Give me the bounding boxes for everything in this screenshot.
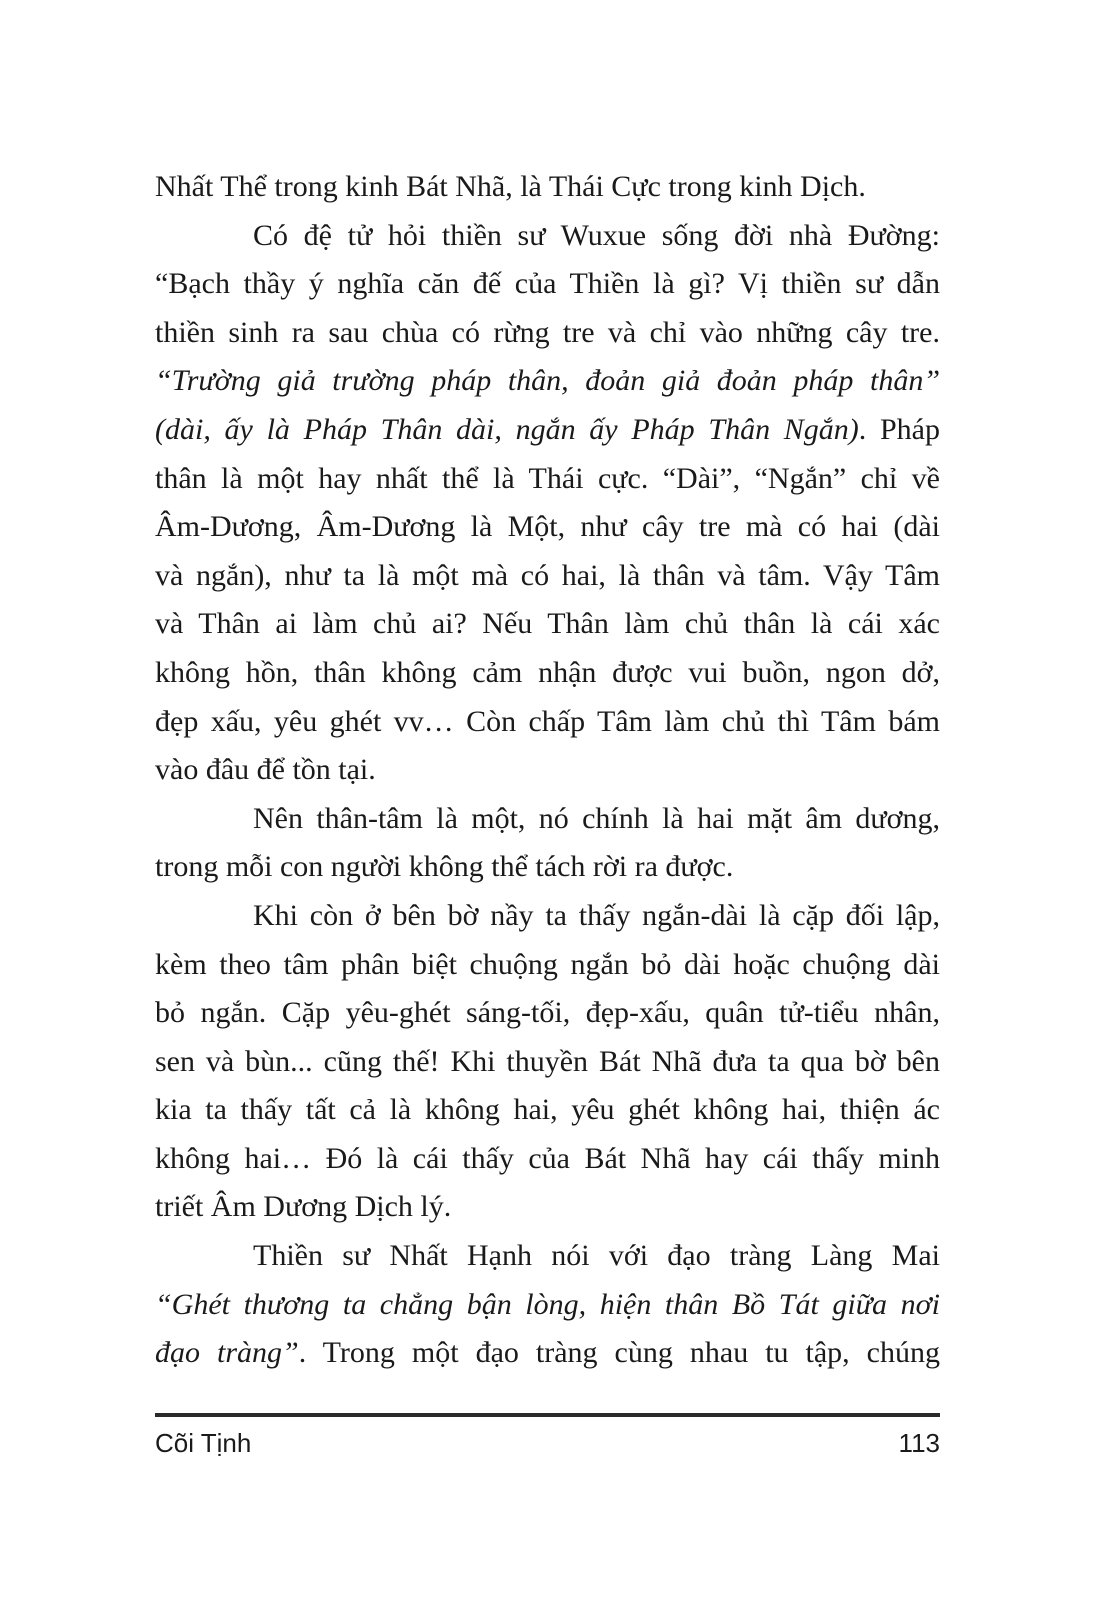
footer-rule [155, 1413, 940, 1417]
text-line [155, 1135, 940, 1184]
text-line [155, 503, 940, 552]
italic-text: đạo tràng” [155, 1336, 299, 1370]
text-segment: Thiền sư Nhất Hạnh nói với đạo tràng Làng Mai [253, 1239, 940, 1273]
text-segment: Âm-Dương, Âm-Dương là Một, như cây tre mà có hai (dài [155, 510, 940, 544]
text-segment: thiền sinh ra sau chùa có rừng tre và chỉ vào những cây tre. [155, 315, 940, 349]
text-line [155, 552, 940, 601]
text-segment: Khi còn ở bên bờ nầy ta thấy ngắn-dài là cặp đối lập, [253, 898, 940, 932]
text-line [155, 795, 940, 844]
footer-page-number: 113 [898, 1428, 940, 1458]
text-line [155, 649, 940, 698]
text-line [155, 1281, 940, 1330]
text-segment: Nhất Thể trong kinh Bát Nhã, là Thái Cực trong kinh Dịch. [155, 170, 866, 203]
text-line [155, 1086, 940, 1135]
text-line [155, 212, 940, 261]
text-segment: triết Âm Dương Dịch lý. [155, 1190, 452, 1224]
text-segment: và ngắn), như ta là một mà có hai, là thân và tâm. Vậy Tâm [155, 558, 940, 592]
text-segment: Nên thân-tâm là một, nó chính là hai mặt âm dương, [253, 801, 940, 835]
text-line [155, 746, 940, 795]
text-segment: không hồn, thân không cảm nhận được vui buồn, ngon dở, [155, 655, 940, 689]
text-segment: thân là một hay nhất thể là Thái cực. “Dài”, “Ngắn” chỉ về [155, 461, 940, 495]
text-segment: vào đâu để tồn tại. [155, 753, 376, 787]
italic-text: “Trường giả trường pháp thân, đoản giả đoản pháp thân” [155, 364, 940, 398]
text-segment: không hai… Đó là cái thấy của Bát Nhã hay cái thấy minh [155, 1141, 940, 1175]
text-line [155, 941, 940, 990]
text-segment: . Pháp [858, 412, 940, 446]
text-segment: kia ta thấy tất cả là không hai, yêu ghét không hai, thiện ác [155, 1093, 940, 1127]
text-line [155, 1329, 940, 1378]
text-segment: kèm theo tâm phân biệt chuộng ngắn bỏ dài hoặc chuộng dài [155, 947, 940, 981]
text-segment: và Thân ai làm chủ ai? Nếu Thân làm chủ thân là cái xác [155, 607, 940, 641]
text-line [155, 600, 940, 649]
text-segment: đẹp xấu, yêu ghét vv… Còn chấp Tâm làm chủ thì Tâm bám [155, 704, 940, 738]
text-line [155, 455, 940, 504]
italic-text: (dài, ấy là Pháp Thân dài, ngắn ấy Pháp Thân Ngắn) [155, 412, 859, 446]
text-line [155, 163, 940, 212]
text-line [155, 406, 940, 455]
text-line [155, 1232, 940, 1281]
text-segment: sen và bùn... cũng thế! Khi thuyền Bát Nhã đưa ta qua bờ bên [155, 1044, 940, 1078]
text-line [155, 1038, 940, 1087]
text-line [155, 843, 940, 892]
page-body [155, 163, 940, 1378]
text-line [155, 989, 940, 1038]
text-line [155, 1183, 940, 1232]
text-segment: Có đệ tử hỏi thiền sư Wuxue sống đời nhà Đường: [253, 218, 940, 252]
text-line [155, 309, 940, 358]
text-segment: trong mỗi con người không thể tách rời ra được. [155, 850, 734, 884]
text-line [155, 357, 940, 406]
text-segment: . Trong một đạo tràng cùng nhau tu tập, chúng [298, 1336, 940, 1370]
text-segment: “Bạch thầy ý nghĩa căn đế của Thiền là gì? Vị thiền sư dẫn [155, 267, 940, 301]
text-segment: bỏ ngắn. Cặp yêu-ghét sáng-tối, đẹp-xấu, quân tử-tiểu nhân, [155, 996, 940, 1030]
text-line [155, 260, 940, 309]
italic-text: “Ghét thương ta chẳng bận lòng, hiện thân Bồ Tát giữa nơi [155, 1287, 940, 1321]
footer-book-title: Cõi Tịnh [155, 1428, 252, 1458]
text-line [155, 698, 940, 747]
text-line [155, 892, 940, 941]
